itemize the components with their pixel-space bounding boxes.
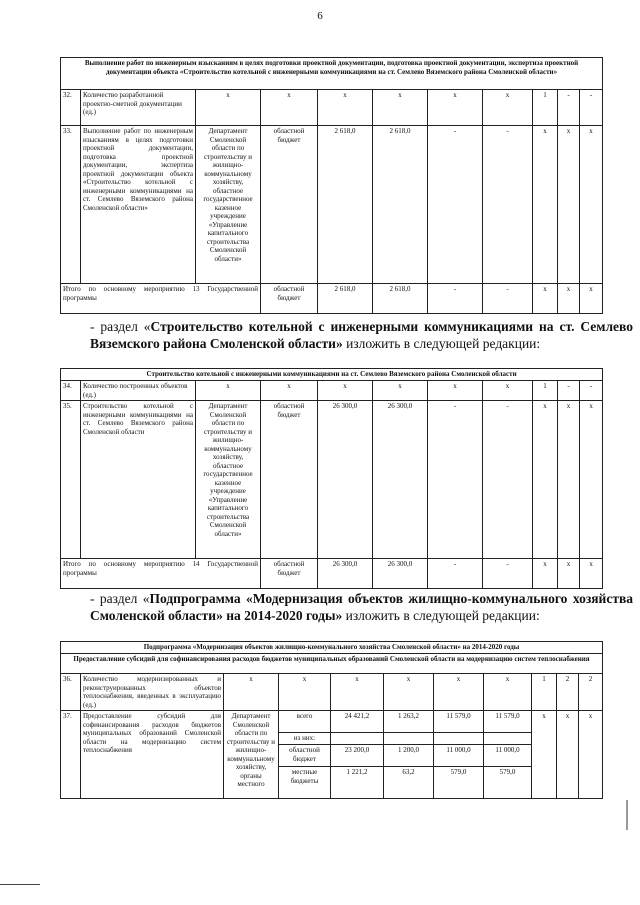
table-row: 36. Количество модернизированных и реконструированных объектов теплоснабжения, введенных в эксплуатацию (ед.) х х х х х х 1 2 2	[61, 674, 603, 711]
table3-header: Подпрограмма «Модернизация объектов жилищно-коммунального хозяйства Смоленской области» на 2014-2020 годы	[61, 642, 603, 654]
table-modernization-subprogram	[60, 641, 603, 799]
scan-side-mark	[626, 800, 628, 830]
table-row: 37. Предоставление субсидий для софинансирования расходов бюджетов муниципальных образований Смоленской области на модернизацию систем теплоснабжения Департамент Смоленской области по строительству и жилищно-коммунальному хозяйству, органы местного всего 24 421,2 1 263,2 11 579,0 11 579,0 х х х	[61, 711, 603, 733]
table-row: из них:	[61, 733, 603, 745]
table-row: 35. Строительство котельной с инженерными коммуникациями на ст. Семлево Вяземского района Смоленской области Департамент Смоленской области по строительству и жилищно-коммунальному хозяйству, областное государственное казенное учреждение «Управление капитального строительства Смоленской области» областной бюджет 26 300,0 26 300,0 - - х х х	[61, 401, 603, 559]
table2-header: Строительство котельной с инженерными коммуникациями на ст. Семлево Вяземского района Смоленской области	[61, 369, 603, 381]
table-boiler-construction	[60, 368, 603, 589]
page-number: 6	[317, 10, 323, 22]
table1-header: Выполнение работ по инженерным изысканиям в целях подготовки проектной документации, подготовка проектной документации, экспертиза проектной документации объекта «Строительство котельной с инженерными коммуникациями на ст. Семлево Вяземского района Смоленской области»	[61, 58, 603, 90]
table-engineering-works	[60, 57, 603, 314]
table3-subheader: Предоставление субсидий для софинансирования расходов бюджетов муниципальных образований Смоленской области на модернизацию систем теплоснабжения	[61, 654, 603, 674]
table-total-row: Итого по основному мероприятию 13 Государственной программы областной бюджет 2 618,0 2 618,0 - - х х х	[61, 284, 603, 314]
paragraph-boiler-section: - раздел «Строительство котельной с инженерными коммуникациями на ст. Семлево Вяземского района Смоленской области» изложить в следующей редакции:	[90, 319, 633, 351]
table-row: местные бюджеты 1 221,2 63,2 579,0 579,0	[61, 767, 603, 799]
table-total-row: Итого по основному мероприятию 14 Государственной программы областной бюджет 26 300,0 26 300,0 - - х х х	[61, 559, 603, 589]
scan-edge-mark	[0, 884, 40, 885]
table-row: 34. Количество построенных объектов (ед.) х х х х х х 1 - -	[61, 381, 603, 401]
table-row: областной бюджет 23 200,0 1 200,0 11 000,0 11 000,0	[61, 745, 603, 767]
paragraph-subprogram-section: - раздел «Подпрограмма «Модернизация объектов жилищно-коммунального хозяйства Смоленской области» на 2014-2020 годы» изложить в следующей редакции:	[90, 591, 633, 623]
table-row: 33. Выполнение работ по инженерным изысканиям в целях подготовки проектной документации, подготовка проектной документации, экспертиза проектной документации объекта «Строительство котельной с инженерными коммуникациями на ст. Семлево Вяземского района Смоленской области» Департамент Смоленской области по строительству и жилищно-коммунальному хозяйству, областное государственное казенное учреждение «Управление капитального строительства Смоленской области» областной бюджет 2 618,0 2 618,0 - - х х х	[61, 126, 603, 284]
table-row: 32. Количество разработанной проектно-сметной документации (ед.) х х х х х х 1 - -	[61, 90, 603, 126]
